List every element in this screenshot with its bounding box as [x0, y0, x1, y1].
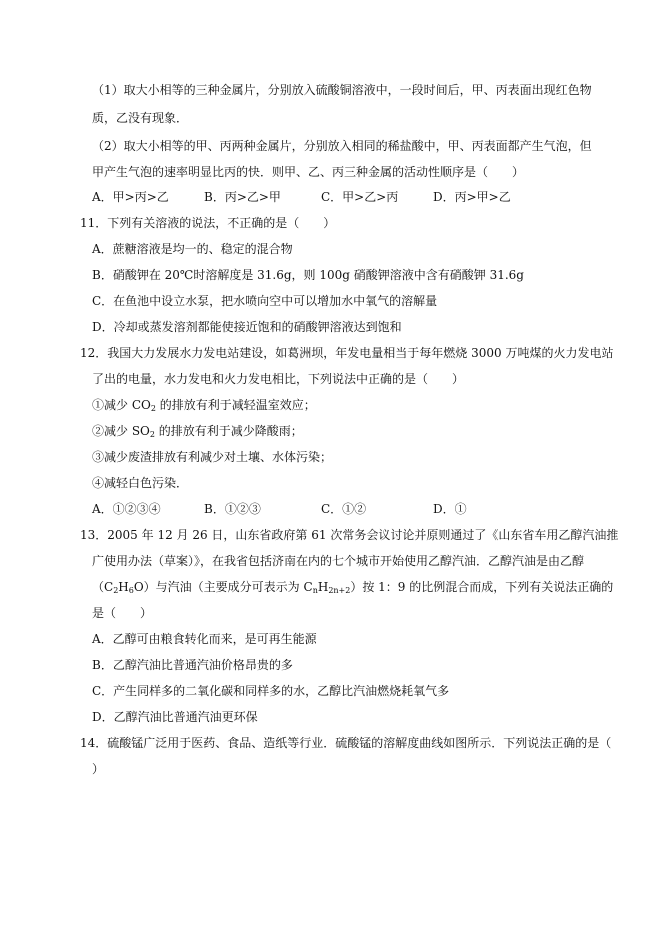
intro-paragraph-1-line-1: （1）取大小相等的三种金属片，分别放入硫酸铜溶液中，一段时间后，甲、丙表面出现红色物 [92, 83, 592, 97]
q14-stem-line-1: 14．硫酸锰广泛用于医药、食品、造纸等行业．硫酸锰的溶解度曲线如图所示．下列说法正确的是（ [80, 736, 612, 750]
intro-paragraph-1-line-2: 质，乙没有现象． [92, 111, 189, 125]
option-b: B．①②③ [204, 502, 261, 516]
q13-option-c: C．产生同样多的二氧化碳和同样多的水，乙醇比汽油燃烧耗氧气多 [92, 684, 450, 698]
q11-option-b: B．硝酸钾在 20℃时溶解度是 31.6g，则 100g 硝酸钾溶液中含有硝酸钾 31.6g [92, 268, 524, 282]
q12-item-4: ④减轻白色污染． [92, 476, 189, 490]
q13-stem-line-2: 广使用办法（草案）》，在我省包括济南在内的七个城市开始使用乙醇汽油．乙醇汽油是由乙醇 [92, 554, 585, 568]
q13-option-d: D．乙醇汽油比普通汽油更环保 [92, 710, 258, 724]
option-b: B．丙>乙>甲 [204, 190, 281, 204]
option-d: D．丙>甲>乙 [433, 190, 511, 204]
option-a: A．①②③④ [92, 502, 161, 516]
q12-item-1: ①减少 $CO_2$ 的排放有利于减轻温室效应； [92, 398, 316, 413]
q12-item-2: ②减少 $SO_2$ 的排放有利于减少降酸雨； [92, 424, 303, 439]
q13-stem-line-1: 13．2005 年 12 月 26 日，山东省政府第 61 次常务会议讨论并原则通过了《山东省车用乙醇汽油推 [80, 528, 619, 542]
q13-stem-line-4: 是（ ） [92, 606, 153, 620]
intro-paragraph-2-line-1: （2）取大小相等的甲、丙两种金属片，分别放入相同的稀盐酸中，甲、丙表面都产生气泡，但 [92, 139, 592, 153]
q11-option-a: A．蔗糖溶液是均一的、稳定的混合物 [92, 242, 293, 256]
q11-stem: 11．下列有关溶液的说法，不正确的是（ ） [80, 216, 336, 230]
q13-option-a: A．乙醇可由粮食转化而来，是可再生能源 [92, 632, 317, 646]
q11-option-c: C．在鱼池中设立水泵，把水喷向空中可以增加水中氧气的溶解量 [92, 294, 438, 308]
option-c: C．甲>乙>丙 [321, 190, 399, 204]
option-a: A．甲>丙>乙 [92, 190, 169, 204]
intro-paragraph-2-line-2: 甲产生气泡的速率明显比丙的快．则甲、乙、丙三种金属的活动性顺序是（ ） [92, 165, 525, 179]
option-c: C．①② [321, 502, 367, 516]
q13-option-b: B．乙醇汽油比普通汽油价格昂贵的多 [92, 658, 293, 672]
option-d: D．① [433, 502, 467, 516]
q14-stem-line-2: ） [92, 762, 105, 776]
q11-option-d: D．冷却或蒸发溶剂都能使接近饱和的硝酸钾溶液达到饱和 [92, 320, 402, 334]
q12-stem-line-1: 12．我国大力发展水力发电站建设，如葛洲坝，年发电量相当于每年燃烧 3000 万吨煤的火力发电站 [80, 346, 614, 360]
q12-stem-line-2: 了出的电量，水力发电和火力发电相比，下列说法中正确的是（ ） [92, 372, 465, 386]
q12-item-3: ③减少废渣排放有利减少对土壤、水体污染； [92, 450, 333, 464]
q13-stem-line-3: $(C_2H_6O)$与汽油（主要成分可表示为 $C_nH_{2n+2}$）按 1：9 的比例混合而成，下列有关说法正确的 [92, 580, 614, 595]
